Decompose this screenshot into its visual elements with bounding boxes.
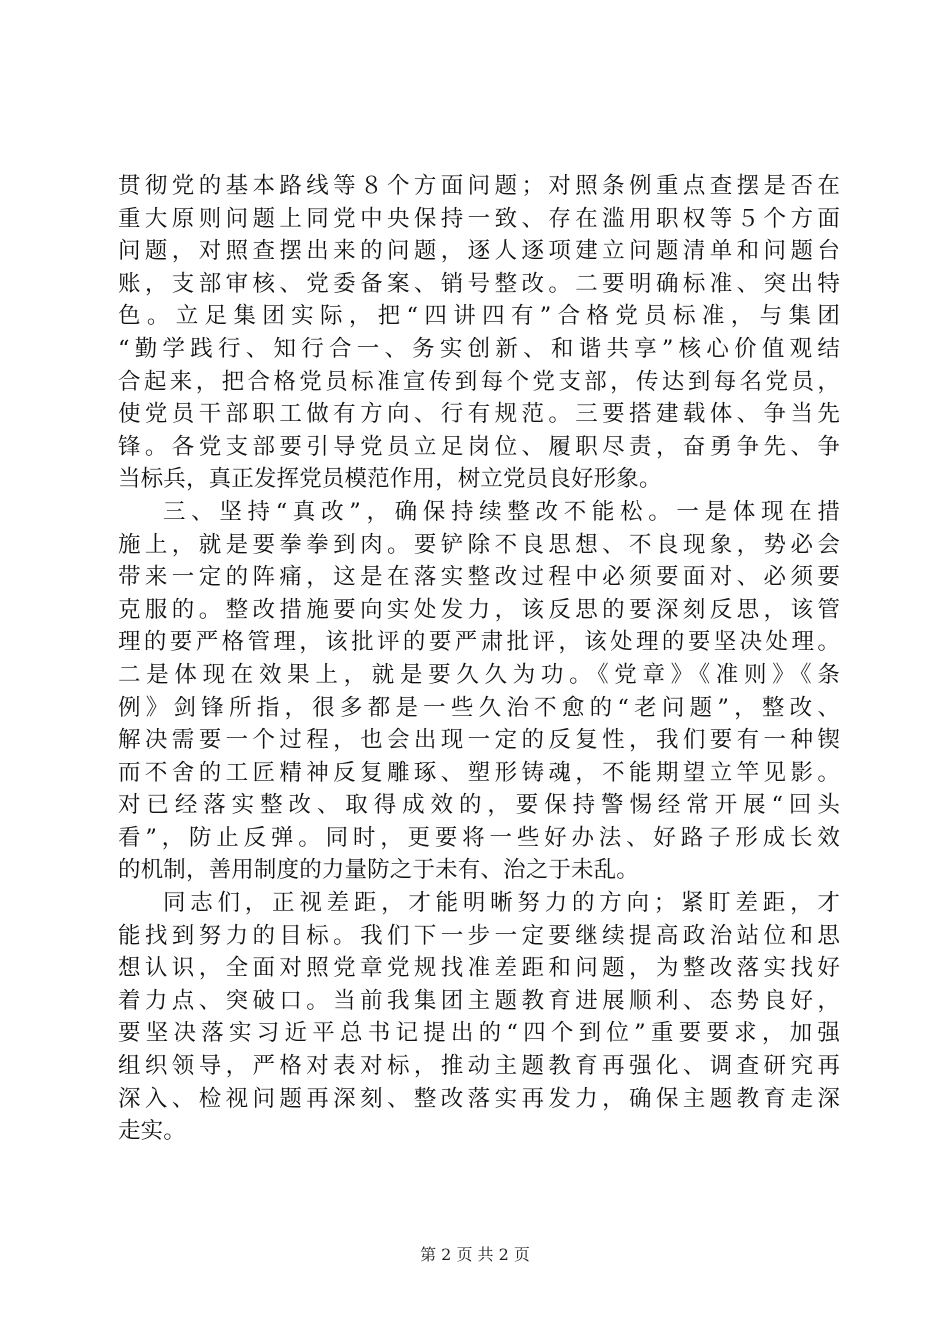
text-line: 走实。 [118, 1118, 186, 1145]
text-line: 问题，对照查摆出来的问题，逐人逐项建立问题清单和问题台 [118, 238, 840, 265]
text-line: “勤学践行、知行合一、务实创新、和谐共享”核心价值观结 [118, 335, 840, 362]
text-line: 贯彻党的基本路线等８个方面问题；对照条例重点查摆是否在 [118, 173, 840, 199]
text-line: 三、坚持“真改”，确保持续整改不能松。一是体现在措 [163, 498, 840, 525]
text-line: 二是体现在效果上，就是要久久为功。《党章》《准则》《条 [118, 661, 840, 688]
text-line: 想认识，全面对照党章党规找准差距和问题，为整改落实找好 [118, 955, 840, 982]
text-line: 组织领导，严格对表对标，推动主题教育再强化、调查研究再 [118, 1053, 840, 1080]
text-line: 当标兵，真正发挥党员模范作用，树立党员良好形象。 [118, 466, 662, 493]
text-line: 施上，就是要拳拳到肉。要铲除不良思想、不良现象，势必会 [118, 531, 840, 558]
text-line: 使党员干部职工做有方向、行有规范。三要搭建载体、争当先 [118, 401, 840, 428]
document-body [118, 170, 840, 1148]
text-line: 的机制，善用制度的力量防之于未有、治之于未乱。 [118, 857, 639, 884]
text-line: 能找到努力的目标。我们下一步一定要继续提高政治站位和思 [118, 922, 840, 949]
page-footer: 第 2 页 共 2 页 [420, 1245, 530, 1264]
text-line: 而不舍的工匠精神反复雕琢、塑形铸魂，不能期望立竿见影。 [118, 759, 840, 786]
text-line: 解决需要一个过程，也会出现一定的反复性，我们要有一种锲 [118, 727, 840, 754]
text-line: 看”，防止反弹。同时，更要将一些好办法、好路子形成长效 [118, 824, 840, 851]
text-line: 合起来，把合格党员标准宣传到每个党支部，传达到每名党员， [118, 368, 840, 395]
text-line: 色。立足集团实际，把“四讲四有”合格党员标准，与集团 [118, 303, 840, 330]
text-line: 理的要严格管理，该批评的要严肃批评，该处理的要坚决处理。 [118, 629, 840, 656]
text-line: 深入、检视问题再深刻、整改落实再发力，确保主题教育走深 [118, 1085, 840, 1112]
text-line: 带来一定的阵痛，这是在落实整改过程中必须要面对、必须要 [118, 564, 840, 591]
text-line: 账，支部审核、党委备案、销号整改。二要明确标准、突出特 [118, 270, 840, 297]
text-line: 着力点、突破口。当前我集团主题教育进展顺利、态势良好， [118, 987, 840, 1014]
text-line: 克服的。整改措施要向实处发力，该反思的要深刻反思，该管 [118, 596, 840, 623]
text-line: 同志们，正视差距，才能明晰努力的方向；紧盯差距，才 [163, 890, 840, 917]
text-line: 要坚决落实习近平总书记提出的“四个到位”重要要求，加强 [118, 1020, 840, 1047]
text-line: 锋。各党支部要引导党员立足岗位、履职尽责，奋勇争先、争 [118, 433, 840, 460]
text-line: 对已经落实整改、取得成效的，要保持警惕经常开展“回头 [118, 792, 840, 819]
text-line: 例》剑锋所指，很多都是一些久治不愈的“老问题”，整改、 [118, 694, 840, 721]
text-line: 重大原则问题上同党中央保持一致、存在滥用职权等５个方面 [118, 205, 840, 232]
